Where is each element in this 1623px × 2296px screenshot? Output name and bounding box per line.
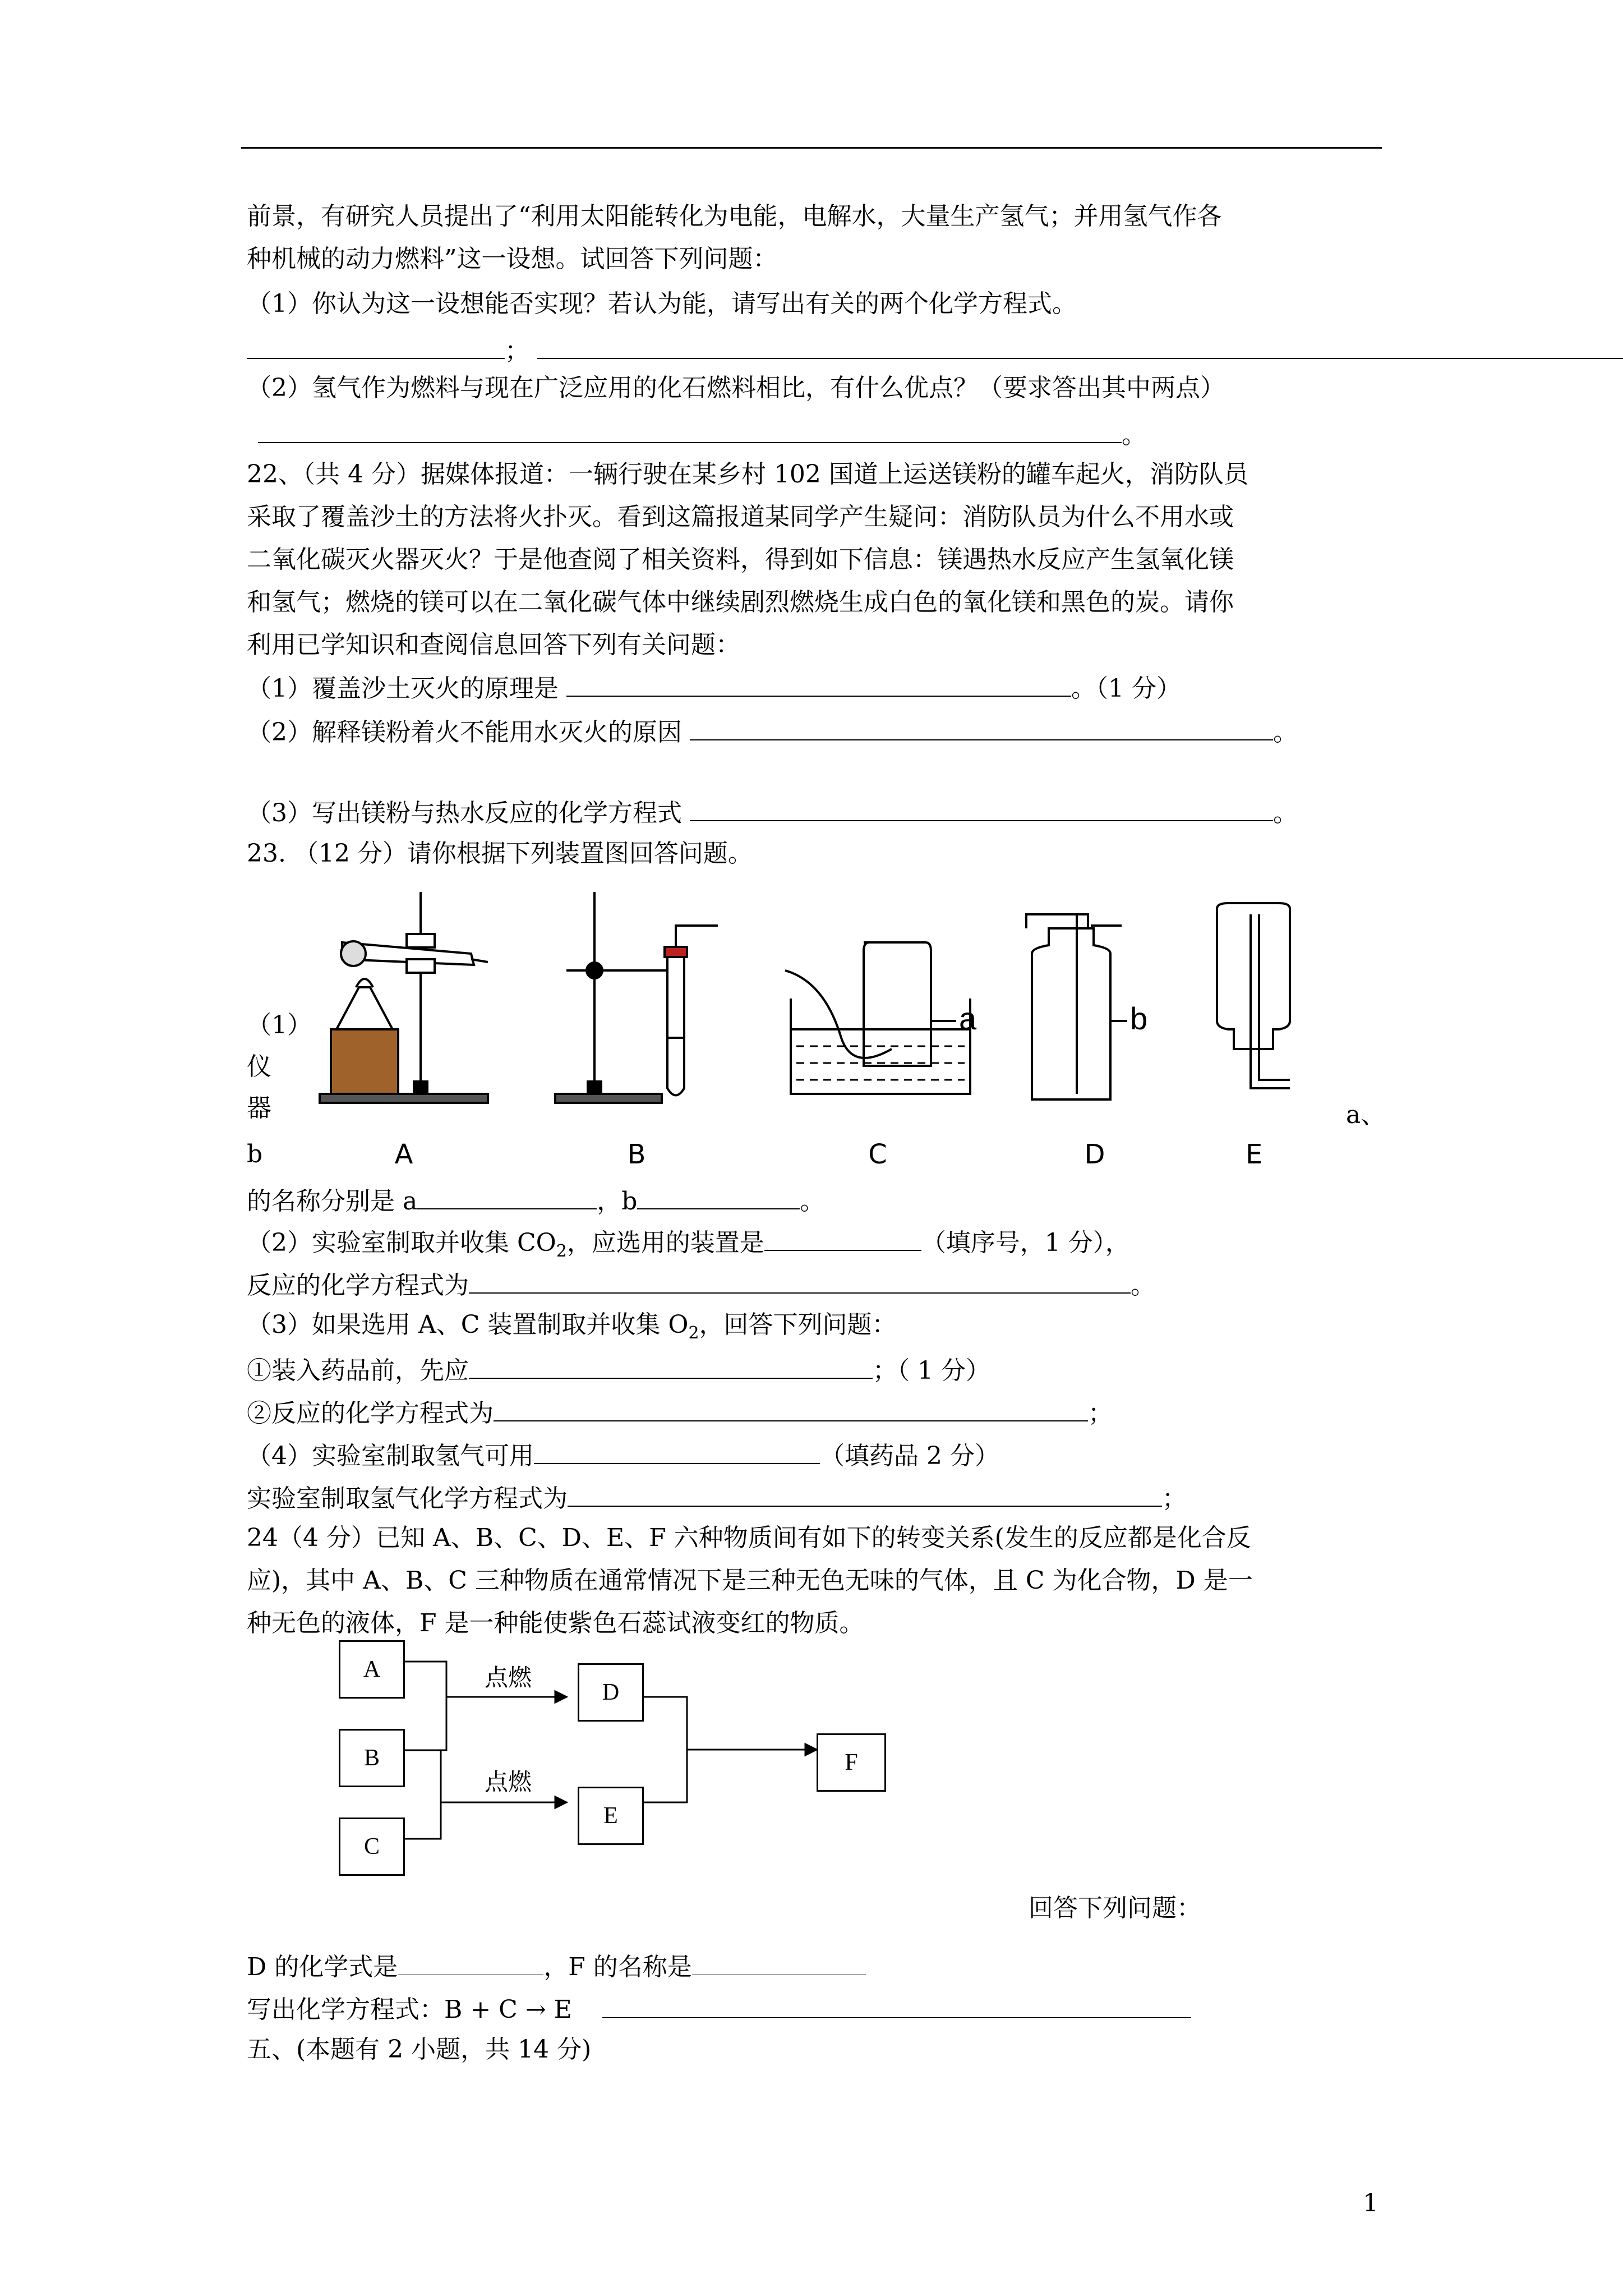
q24-line-3: 种无色的液体，F 是一种能使紫色石蕊试液变红的物质。 (247, 1609, 864, 1637)
q23-names-b: ，b (597, 1187, 638, 1216)
q23-p1-b: 仪 (247, 1052, 271, 1081)
label-b: b (1130, 1001, 1148, 1036)
box-a: A (339, 1640, 405, 1699)
q23-part-2-text: （2）实验室制取并收集 CO (247, 1228, 556, 1257)
q23-part-3-2-text: ②反应的化学方程式为 (247, 1399, 494, 1428)
subscript: 2 (688, 1323, 699, 1343)
box-c: C (339, 1818, 405, 1876)
apparatus-label-a: A (394, 1139, 413, 1170)
intro-question-2: （2）氢气作为燃料与现在广泛应用的化石燃料相比，有什么优点？（要求答出其中两点） (247, 374, 1225, 402)
q23-p1-d: a、 (1346, 1101, 1386, 1129)
q22-part-1-text: （1）覆盖沙土灭火的原理是 (247, 674, 559, 703)
q22-line-2: 采取了覆盖沙土的方法将火扑灭。看到这篇报道某同学产生疑问：消防队员为什么不用水或 (247, 503, 1234, 531)
q22-part-2-text: （2）解释镁粉着火不能用水灭火的原因 (247, 718, 682, 747)
q24-line-2: 应)，其中 A、B、C 三种物质在通常情况下是三种无色无味的气体，且 C 为化合物，D 是一 (247, 1566, 1253, 1595)
intro-line-2: 种机械的动力燃料”这一设想。试回答下列问题： (247, 245, 778, 273)
separator: ； (505, 337, 529, 365)
q23-part-4-eq-end: ； (1162, 1484, 1187, 1513)
q23-p1-e: b (247, 1140, 263, 1168)
q23-part-2-b: ，应选用的装置是 (566, 1228, 764, 1257)
q23-part-3-1-end: ；（ 1 分） (873, 1356, 990, 1385)
q22-part-3-end: 。 (1273, 799, 1298, 827)
q23-names-end: 。 (800, 1187, 825, 1216)
q23-names-text: 的名称分别是 a (247, 1187, 418, 1216)
q23-part-2-eq-end: 。 (1131, 1271, 1155, 1300)
q23-p1-a: （1） (247, 1011, 312, 1039)
q23-title: 23. （12 分）请你根据下列装置图回答问题。 (247, 839, 753, 868)
q23-p1-c: 器 (247, 1094, 271, 1122)
section-5-heading: 五、(本题有 2 小题，共 14 分) (247, 2035, 592, 2064)
q23-part-3-b: ，回答下列问题： (699, 1310, 897, 1339)
q24-answer-prompt: 回答下列问题： (1029, 1894, 1201, 1922)
q22-part-1-end: 。（1 分） (1071, 674, 1181, 703)
answer-blank[interactable] (692, 1949, 866, 1975)
period: 。 (1122, 421, 1146, 449)
q23-part-2-eq-text: 反应的化学方程式为 (247, 1271, 469, 1300)
label-a: a (959, 1001, 977, 1036)
apparatus-label-d: D (1084, 1139, 1105, 1170)
q24-part-2 (247, 1991, 1191, 2026)
q23-part-2-c: （填序号，1 分）， (921, 1228, 1130, 1257)
q23-part-3-2-end: ； (1088, 1399, 1113, 1428)
apparatus-label-c: C (868, 1139, 887, 1170)
q22-line-3: 二氧化碳灭火器灭火？于是他查阅了相关资料，得到如下信息：镁遇热水反应产生氢氧化镁 (247, 545, 1234, 574)
q24-equation: 写出化学方程式：B + C → E (247, 1995, 572, 2024)
q24-d-formula: D 的化学式是 (247, 1953, 398, 1981)
q24-line-1: 24（4 分）已知 A、B、C、D、E、F 六种物质间有如下的转变关系(发生的反应都是化合反 (247, 1524, 1251, 1552)
apparatus-label-b: B (627, 1139, 646, 1170)
q23-part-4-end: （填药品 2 分） (820, 1442, 999, 1470)
q23-part-4-eq-text: 实验室制取氢气化学方程式为 (247, 1484, 568, 1513)
q24-part-1 (247, 1949, 866, 1983)
q23-part-3-1-text: ①装入药品前，先应 (247, 1356, 469, 1385)
box-d: D (578, 1663, 644, 1722)
q22-part-3-text: （3）写出镁粉与热水反应的化学方程式 (247, 799, 682, 827)
box-b: B (339, 1729, 405, 1787)
q22-line-4: 和氢气；燃烧的镁可以在二氧化碳气体中继续剧烈燃烧生成白色的氧化镁和黑色的炭。请你 (247, 588, 1234, 616)
arrow-label-ignite-1: 点燃 (485, 1664, 532, 1691)
intro-line-1: 前景，有研究人员提出了“利用太阳能转化为电能，电解水，大量生产氢气；并用氢气作各 (247, 202, 1222, 231)
answer-blank[interactable] (602, 1991, 1191, 2018)
q22-line-1: 22、（共 4 分）据媒体报道：一辆行驶在某乡村 102 国道上运送镁粉的罐车起火，消防队员 (247, 460, 1248, 489)
intro-question-1: （1）你认为这一设想能否实现？若认为能，请写出有关的两个化学方程式。 (247, 289, 1077, 318)
subscript: 2 (556, 1241, 567, 1261)
box-e: E (578, 1787, 644, 1845)
page-number: 1 (1363, 2189, 1378, 2217)
q22-part-2-end: 。 (1273, 718, 1298, 747)
q23-part-4-text: （4）实验室制取氢气可用 (247, 1442, 534, 1470)
apparatus-label-e: E (1245, 1139, 1263, 1170)
q23-part-3-text: （3）如果选用 A、C 装置制取并收集 O (247, 1310, 689, 1339)
q24-f-name: ，F 的名称是 (543, 1953, 692, 1981)
answer-blank[interactable] (398, 1949, 543, 1975)
box-f: F (817, 1733, 886, 1792)
arrow-label-ignite-2: 点燃 (485, 1768, 532, 1796)
q22-line-5: 利用已学知识和查阅信息回答下列有关问题： (247, 631, 740, 659)
